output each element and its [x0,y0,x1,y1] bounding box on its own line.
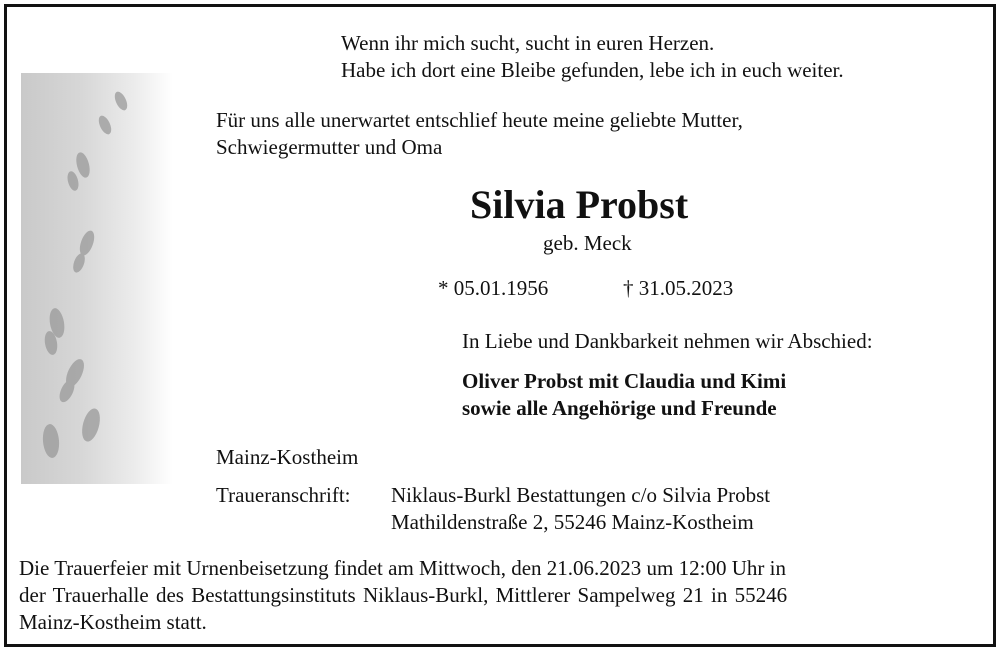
address-label: Traueranschrift: [216,483,351,507]
mourners-line-2: sowie alle Angehörige und Freunde [462,396,777,420]
poem-line-1: Wenn ihr mich sucht, sucht in euren Herzen. [341,31,715,55]
birth-date: * 05.01.1956 [438,276,549,300]
ceremony-line-2: der Trauerhalle des Bestattungsinstituts Niklaus-Burkl, Mittlerer Sampelweg 21 in 55246 [19,583,788,607]
footprints-photo [21,73,173,484]
poem-line-2: Habe ich dort eine Bleibe gefunden, lebe ich in euch weiter. [341,58,844,82]
deceased-name: Silvia Probst [470,182,689,227]
ceremony-line-3: Mainz-Kostheim statt. [19,610,207,634]
maiden-name: geb. Meck [543,231,632,255]
place-name: Mainz-Kostheim [216,445,359,469]
ceremony-line-1: Die Trauerfeier mit Urnenbeisetzung findet am Mittwoch, den 21.06.2023 um 12:00 Uhr in [19,556,786,580]
intro-line-2: Schwiegermutter und Oma [216,135,443,159]
farewell-text: In Liebe und Dankbarkeit nehmen wir Abschied: [462,329,873,353]
footprints-in-sand-icon [21,73,173,484]
mourners-line-1: Oliver Probst mit Claudia und Kimi [462,369,787,393]
death-date: † 31.05.2023 [623,276,734,300]
intro-line-1: Für uns alle unerwartet entschlief heute meine geliebte Mutter, [216,108,743,132]
address-line-1: Niklaus-Burkl Bestattungen c/o Silvia Probst [391,483,771,507]
address-line-2: Mathildenstraße 2, 55246 Mainz-Kostheim [391,510,754,534]
